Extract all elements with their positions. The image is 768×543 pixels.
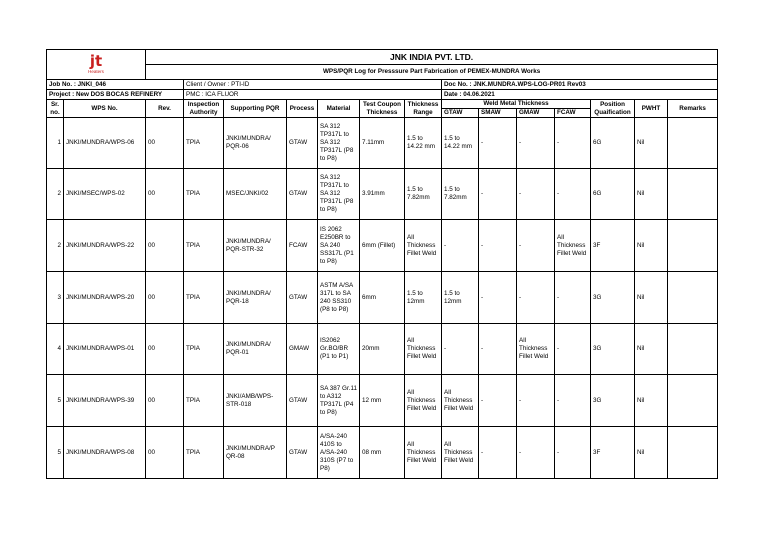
position-cell: 6G [591, 118, 635, 169]
remarks-cell [668, 169, 718, 220]
logo-mark: jt [89, 51, 103, 70]
inspection-cell: TPIA [184, 427, 224, 479]
fcaw-cell: - [555, 375, 591, 427]
gmaw-cell: - [517, 220, 555, 272]
pqr-cell: JNKI/MUNDRA/ PQR-06 [224, 118, 287, 169]
col-inspection: Inspection Authority [184, 100, 224, 118]
gmaw-cell: All Thickness Fillet Weld [517, 324, 555, 375]
wps-pqr-log-table [46, 49, 718, 479]
pqr-cell: JNKI/AMB/WPS-STR-018 [224, 375, 287, 427]
inspection-cell: TPIA [184, 220, 224, 272]
gtaw-cell: 1.5 to 12mm [442, 272, 479, 324]
pwht-cell: Nil [635, 220, 668, 272]
table-row [47, 118, 718, 169]
wps-no-cell: JNKI/MUNDRA/WPS-20 [64, 272, 146, 324]
sr-cell: 5 [47, 375, 64, 427]
material-cell: SA 312 TP317L to SA 312 TP317L (P8 to P8) [318, 118, 360, 169]
col-pqr: Supporting PQR [224, 100, 287, 118]
pwht-cell: Nil [635, 118, 668, 169]
fcaw-cell: - [555, 272, 591, 324]
remarks-cell [668, 427, 718, 479]
pwht-cell: Nil [635, 169, 668, 220]
col-gtaw: GTAW [442, 109, 479, 118]
position-cell: 6G [591, 169, 635, 220]
table-row [47, 169, 718, 220]
material-cell: ASTM A/SA 317L to SA 240 SS310 (P8 to P8) [318, 272, 360, 324]
position-cell: 3F [591, 427, 635, 479]
inspection-cell: TPIA [184, 324, 224, 375]
gtaw-cell: - [442, 220, 479, 272]
coupon-cell: 3.91mm [360, 169, 405, 220]
smaw-cell: - [479, 427, 517, 479]
col-wps: WPS No. [64, 100, 146, 118]
pwht-cell: Nil [635, 427, 668, 479]
col-pwht: PWHT [635, 100, 668, 118]
doc-no: Doc No. : JNK.MUNDRA.WPS-LOG-PR01 Rev03 [442, 80, 718, 90]
process-cell: GTAW [287, 272, 318, 324]
rev-cell: 00 [146, 427, 184, 479]
gtaw-cell: All Thickness Fillet Weld [442, 375, 479, 427]
coupon-cell: 12 mm [360, 375, 405, 427]
position-cell: 3F [591, 220, 635, 272]
job-no: Job No. : JNKI_046 [47, 80, 184, 90]
rev-cell: 00 [146, 220, 184, 272]
remarks-cell [668, 375, 718, 427]
pqr-cell: JNKI/MUNDRA/ PQR-01 [224, 324, 287, 375]
client-owner: Client / Owner : PTI-ID [184, 80, 442, 90]
gmaw-cell: - [517, 427, 555, 479]
smaw-cell: - [479, 324, 517, 375]
pqr-cell: JNKI/MUNDRA/ PQR-STR-32 [224, 220, 287, 272]
range-cell: All Thickness Fillet Weld [405, 324, 442, 375]
range-cell: All Thickness Fillet Weld [405, 375, 442, 427]
position-cell: 3G [591, 324, 635, 375]
gtaw-cell: - [442, 324, 479, 375]
rev-cell: 00 [146, 169, 184, 220]
col-material: Material [318, 100, 360, 118]
position-cell: 3G [591, 272, 635, 324]
material-cell: A/SA-240 410S to A/SA-240 310S (P7 to P8) [318, 427, 360, 479]
fcaw-cell: - [555, 118, 591, 169]
gmaw-cell: - [517, 118, 555, 169]
process-cell: GTAW [287, 427, 318, 479]
remarks-cell [668, 118, 718, 169]
inspection-cell: TPIA [184, 272, 224, 324]
wps-no-cell: JNKI/MUNDRA/WPS-22 [64, 220, 146, 272]
gmaw-cell: - [517, 169, 555, 220]
wps-no-cell: JNKI/MSEC/WPS-02 [64, 169, 146, 220]
process-cell: GMAW [287, 324, 318, 375]
gtaw-cell: 1.5 to 7.82mm [442, 169, 479, 220]
gtaw-cell: 1.5 to 14.22 mm [442, 118, 479, 169]
wps-no-cell: JNKI/MUNDRA/WPS-06 [64, 118, 146, 169]
smaw-cell: - [479, 375, 517, 427]
col-sr: Sr. no. [47, 100, 64, 118]
sr-cell: 4 [47, 324, 64, 375]
table-row [47, 427, 718, 479]
col-process: Process [287, 100, 318, 118]
fcaw-cell: All Thickness Fillet Weld [555, 220, 591, 272]
table-row [47, 272, 718, 324]
wps-no-cell: JNKI/MUNDRA/WPS-39 [64, 375, 146, 427]
coupon-cell: 20mm [360, 324, 405, 375]
pqr-cell: JNKI/MUNDRA/ PQR-18 [224, 272, 287, 324]
process-cell: GTAW [287, 118, 318, 169]
wps-no-cell: JNKI/MUNDRA/WPS-01 [64, 324, 146, 375]
table-row [47, 324, 718, 375]
date: Date : 04.06.2021 [442, 90, 718, 100]
coupon-cell: 6mm [360, 272, 405, 324]
fcaw-cell: - [555, 169, 591, 220]
col-rev: Rev. [146, 100, 184, 118]
col-fcaw: FCAW [555, 109, 591, 118]
range-cell: All Thickness Fillet Weld [405, 427, 442, 479]
remarks-cell [668, 324, 718, 375]
col-smaw: SMAW [479, 109, 517, 118]
rev-cell: 00 [146, 324, 184, 375]
col-coupon: Test Coupon Thickness [360, 100, 405, 118]
material-cell: SA 387 Gr.11 to A312 TP317L (P4 to P8) [318, 375, 360, 427]
gmaw-cell: - [517, 272, 555, 324]
col-remarks: Remarks [668, 100, 718, 118]
smaw-cell: - [479, 169, 517, 220]
table-row [47, 375, 718, 427]
inspection-cell: TPIA [184, 375, 224, 427]
smaw-cell: - [479, 220, 517, 272]
position-cell: 3G [591, 375, 635, 427]
inspection-cell: TPIA [184, 118, 224, 169]
remarks-cell [668, 272, 718, 324]
range-cell: All Thickness Fillet Weld [405, 220, 442, 272]
remarks-cell [668, 220, 718, 272]
range-cell: 1.5 to 14.22 mm [405, 118, 442, 169]
pqr-cell: JNKI/MUNDRA/P QR-08 [224, 427, 287, 479]
col-gmaw: GMAW [517, 109, 555, 118]
material-cell: IS 2062 E250BR to SA 240 SS317L (P1 to P8) [318, 220, 360, 272]
rev-cell: 00 [146, 375, 184, 427]
fcaw-cell: - [555, 324, 591, 375]
pwht-cell: Nil [635, 375, 668, 427]
smaw-cell: - [479, 272, 517, 324]
process-cell: GTAW [287, 169, 318, 220]
gmaw-cell: - [517, 375, 555, 427]
pwht-cell: Nil [635, 324, 668, 375]
rev-cell: 00 [146, 272, 184, 324]
project: Project : New DOS BOCAS REFINERY [47, 90, 184, 100]
coupon-cell: 08 mm [360, 427, 405, 479]
col-position: Position Quaification [591, 100, 635, 118]
coupon-cell: 6mm (Fillet) [360, 220, 405, 272]
logo-sub: Heaters [88, 68, 104, 74]
process-cell: GTAW [287, 375, 318, 427]
wps-no-cell: JNKI/MUNDRA/WPS-08 [64, 427, 146, 479]
coupon-cell: 7.11mm [360, 118, 405, 169]
sr-cell: 2 [47, 169, 64, 220]
material-cell: SA 312 TP317L to SA 312 TP317L (P8 to P8) [318, 169, 360, 220]
fcaw-cell: - [555, 427, 591, 479]
process-cell: FCAW [287, 220, 318, 272]
smaw-cell: - [479, 118, 517, 169]
col-weld-metal: Weld Metal Thickness [442, 100, 591, 109]
pqr-cell: MSEC/JNKI/02 [224, 169, 287, 220]
gtaw-cell: All Thickness Fillet Weld [442, 427, 479, 479]
company-name: JNK INDIA PVT. LTD. [146, 50, 718, 65]
inspection-cell: TPIA [184, 169, 224, 220]
pwht-cell: Nil [635, 272, 668, 324]
sr-cell: 2 [47, 220, 64, 272]
range-cell: 1.5 to 12mm [405, 272, 442, 324]
company-logo [47, 50, 146, 80]
document-subtitle: WPS/PQR Log for Presssure Part Fabrication of PEMEX-MUNDRA Works [146, 65, 718, 80]
col-range: Thickness Range [405, 100, 442, 118]
rev-cell: 00 [146, 118, 184, 169]
table-row [47, 220, 718, 272]
sr-cell: 3 [47, 272, 64, 324]
material-cell: IS2062 Gr.BO/BR (P1 to P1) [318, 324, 360, 375]
sr-cell: 5 [47, 427, 64, 479]
pmc: PMC : ICA FLUOR [184, 90, 442, 100]
range-cell: 1.5 to 7.82mm [405, 169, 442, 220]
sr-cell: 1 [47, 118, 64, 169]
